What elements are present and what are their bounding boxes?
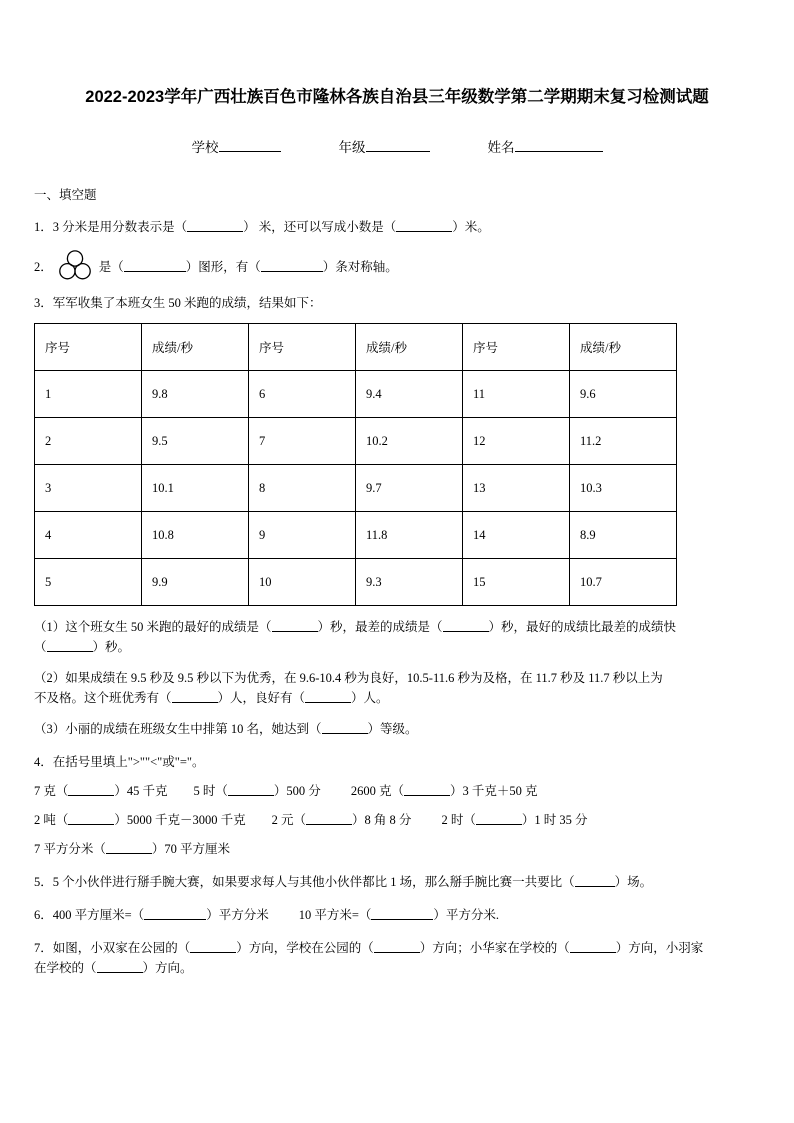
- name-field[interactable]: [488, 138, 603, 158]
- scores-table: [34, 323, 677, 606]
- q1-text-a: 1．3 分米是用分数表示是（: [34, 220, 188, 234]
- q7-blank-2[interactable]: [374, 941, 420, 953]
- table-cell: 5: [35, 559, 142, 606]
- table-cell: 10: [249, 559, 356, 606]
- q5-text-a: 5．5 个小伙伴进行掰手腕大赛，如果要求每人与其他小伙伴都比 1 场，那么掰手腕比赛一共要比（: [34, 875, 575, 889]
- q7-text-e: 在学校的（: [34, 961, 97, 975]
- q4-text: 2600 克（: [350, 784, 404, 798]
- table-header-cell: 序号: [35, 324, 142, 371]
- q3-1-text-a: （1）这个班女生 50 米跑的最好的成绩是（: [34, 620, 272, 634]
- page-content: [34, 0, 760, 978]
- q2-number: 2．: [34, 260, 53, 274]
- grade-label: 年级: [338, 140, 366, 155]
- table-header-cell: 序号: [463, 324, 570, 371]
- table-row: [35, 465, 677, 512]
- q4-expr: [34, 784, 168, 798]
- q4-text: ）45 千克: [114, 784, 168, 798]
- q3-1-blank-3[interactable]: [47, 640, 93, 652]
- school-label: 学校: [191, 140, 219, 155]
- table-row: [35, 418, 677, 465]
- q3-2-text-b: 不及格。这个班优秀有（: [34, 691, 172, 705]
- table-cell: 8: [249, 465, 356, 512]
- table-cell: 7: [249, 418, 356, 465]
- name-label: 姓名: [487, 140, 515, 155]
- q3-1-text-d: （: [34, 640, 47, 654]
- table-cell: 9.5: [142, 418, 249, 465]
- q2-text-b: ）图形，有（: [185, 260, 261, 274]
- q7-text-b: ）方向，学校在公园的（: [236, 941, 374, 955]
- question-4-line-1: [34, 781, 760, 801]
- question-7: [34, 938, 760, 978]
- q4-blank[interactable]: [306, 813, 352, 825]
- table-cell: 9.8: [142, 371, 249, 418]
- question-3-stem: 3．军军收集了本班女生 50 米跑的成绩，结果如下：: [34, 296, 322, 310]
- q3-1-text-c: ）秒，最好的成绩比最差的成绩快: [488, 620, 677, 634]
- question-2: [34, 250, 760, 280]
- table-cell: 3: [35, 465, 142, 512]
- q4-text: 5 时（: [193, 784, 228, 798]
- question-5: [34, 872, 760, 892]
- table-cell: 9.6: [570, 371, 677, 418]
- table-cell: 9.7: [356, 465, 463, 512]
- q6-text-b: ）平方分米: [206, 908, 269, 922]
- question-3-3: [34, 719, 760, 739]
- q7-text-d: ）方向，小羽家: [615, 941, 704, 955]
- q1-blank-2[interactable]: [396, 220, 452, 232]
- table-cell: 10.3: [570, 465, 677, 512]
- question-1: [34, 217, 760, 237]
- q4-expr: [441, 813, 587, 827]
- q2-text-c: ）条对称轴。: [322, 260, 398, 274]
- table-cell: 10.1: [142, 465, 249, 512]
- table-cell: 11.2: [570, 418, 677, 465]
- table-cell: 9: [249, 512, 356, 559]
- identity-row: [34, 138, 760, 158]
- q4-blank[interactable]: [68, 784, 114, 796]
- question-3-2: [34, 668, 760, 708]
- question-4-line-3: [34, 839, 760, 859]
- q1-text-b: ） 米，还可以写成小数是（: [243, 220, 397, 234]
- question-4-line-2: [34, 810, 760, 830]
- q3-2-blank-1[interactable]: [172, 691, 218, 703]
- q7-text-c: ）方向；小华家在学校的（: [419, 941, 570, 955]
- q4-expr: [34, 842, 230, 856]
- table-row: [35, 559, 677, 606]
- q4-text: 7 克（: [34, 784, 69, 798]
- q3-1-text-b: ）秒，最差的成绩是（: [317, 620, 443, 634]
- table-header-cell: 成绩/秒: [356, 324, 463, 371]
- table-header-cell: 成绩/秒: [570, 324, 677, 371]
- school-blank[interactable]: [219, 138, 281, 152]
- q3-2-text-c: ）人，良好有（: [217, 691, 306, 705]
- table-cell: 8.9: [570, 512, 677, 559]
- table-header-row: [35, 324, 677, 371]
- q5-blank-1[interactable]: [575, 875, 615, 887]
- page-title: 2022-2023学年广西壮族百色市隆林各族自治县三年级数学第二学期期末复习检测试题: [85, 88, 709, 106]
- q4-blank[interactable]: [404, 784, 450, 796]
- table-cell: 11.8: [356, 512, 463, 559]
- q4-text: ）8 角 8 分: [352, 813, 412, 827]
- q4-text: 2 吨（: [34, 813, 69, 827]
- q4-expr: [194, 784, 321, 798]
- table-cell: 10.2: [356, 418, 463, 465]
- q6-text-c: 10 平方米=（: [298, 908, 372, 922]
- grade-field[interactable]: [339, 138, 430, 158]
- table-cell: 4: [35, 512, 142, 559]
- q4-expr: [351, 784, 538, 798]
- q4-text: 7 平方分米（: [34, 842, 106, 856]
- table-cell: 6: [249, 371, 356, 418]
- q3-2-text-d: ）人。: [351, 691, 389, 705]
- q3-1-text-e: ）秒。: [92, 640, 131, 654]
- q6-blank-1[interactable]: [144, 908, 206, 920]
- table-cell: 10.7: [570, 559, 677, 606]
- table-cell: 13: [463, 465, 570, 512]
- q1-blank-1[interactable]: [187, 220, 243, 232]
- table-cell: 12: [463, 418, 570, 465]
- q4-blank[interactable]: [106, 842, 152, 854]
- three-circles-icon: [55, 250, 95, 280]
- q6-text-a: 6．400 平方厘米=（: [34, 908, 145, 922]
- question-4-stem: 4．在括号里填上">""<"或"="。: [34, 755, 205, 769]
- q5-text-b: ）场。: [614, 875, 653, 889]
- q3-1-blank-1[interactable]: [272, 620, 318, 632]
- table-cell: 15: [463, 559, 570, 606]
- question-6: [34, 905, 760, 925]
- q3-3-text-b: ）等级。: [367, 722, 418, 736]
- q7-text-f: ）方向。: [142, 961, 193, 975]
- q7-blank-1[interactable]: [190, 941, 236, 953]
- grade-blank[interactable]: [366, 138, 430, 152]
- table-cell: 14: [463, 512, 570, 559]
- table-row: [35, 512, 677, 559]
- table-cell: 11: [463, 371, 570, 418]
- question-3-1: [34, 617, 760, 657]
- q4-blank[interactable]: [476, 813, 522, 825]
- q3-3-blank-1[interactable]: [322, 722, 368, 734]
- q4-text: ）70 平方厘米: [151, 842, 231, 856]
- name-blank[interactable]: [515, 138, 603, 152]
- school-field[interactable]: [192, 138, 281, 158]
- q4-text: 2 时（: [441, 813, 476, 827]
- q3-2-blank-2[interactable]: [305, 691, 351, 703]
- q4-text: ）5000 千克－3000 千克: [114, 813, 246, 827]
- q2-blank-2[interactable]: [261, 260, 323, 272]
- q4-text: ）3 千克＋50 克: [449, 784, 538, 798]
- q4-blank[interactable]: [228, 784, 274, 796]
- q4-blank[interactable]: [68, 813, 114, 825]
- q3-2-text-a: （2）如果成绩在 9.5 秒及 9.5 秒以下为优秀，在 9.6-10.4 秒为良好，10.5-11.6 秒为及格，在 11.7 秒及 11.7 秒以上为: [34, 671, 663, 685]
- q7-text-a: 7．如图，小双家在公园的（: [34, 941, 191, 955]
- q2-text-a: 是（: [98, 260, 124, 274]
- q3-1-blank-2[interactable]: [443, 620, 489, 632]
- table-cell: 9.3: [356, 559, 463, 606]
- q4-text: 2 元（: [271, 813, 307, 827]
- table-row: [35, 371, 677, 418]
- table-header-cell: 成绩/秒: [142, 324, 249, 371]
- q6-text-d: ）平方分米.: [433, 908, 500, 922]
- q7-blank-3[interactable]: [570, 941, 616, 953]
- table-cell: 10.8: [142, 512, 249, 559]
- table-cell: 1: [35, 371, 142, 418]
- q4-text: ）500 分: [273, 784, 321, 798]
- q6-blank-2[interactable]: [371, 908, 433, 920]
- q1-text-c: ）米。: [452, 220, 490, 234]
- table-cell: 9.9: [142, 559, 249, 606]
- q2-blank-1[interactable]: [124, 260, 186, 272]
- table-cell: 2: [35, 418, 142, 465]
- table-header-cell: 序号: [249, 324, 356, 371]
- table-cell: 9.4: [356, 371, 463, 418]
- q7-blank-4[interactable]: [97, 961, 143, 973]
- q4-expr: [34, 813, 246, 827]
- section-heading: 一、填空题: [34, 188, 97, 202]
- q4-expr: [272, 813, 412, 827]
- q3-3-text-a: （3）小丽的成绩在班级女生中排第 10 名，她达到（: [34, 722, 322, 736]
- q4-text: ）1 时 35 分: [521, 813, 588, 827]
